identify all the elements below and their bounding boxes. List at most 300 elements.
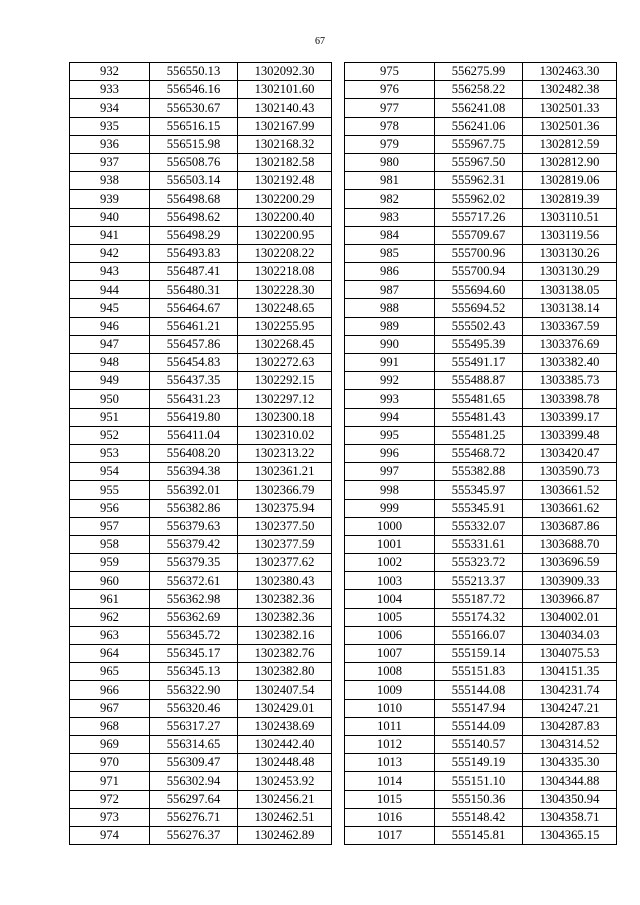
point-number-cell: 986 — [345, 263, 435, 281]
point-number-cell: 955 — [70, 481, 150, 499]
y-coordinate-cell: 1302462.89 — [238, 826, 332, 844]
y-coordinate-cell: 1304002.01 — [523, 608, 617, 626]
y-coordinate-cell: 1302448.48 — [238, 754, 332, 772]
point-number-cell: 989 — [345, 317, 435, 335]
table-row — [70, 244, 332, 262]
y-coordinate-cell: 1303661.52 — [523, 481, 617, 499]
point-number-cell: 941 — [70, 226, 150, 244]
point-number-cell: 960 — [70, 572, 150, 590]
y-coordinate-cell: 1302167.99 — [238, 117, 332, 135]
point-number-cell: 978 — [345, 117, 435, 135]
point-number-cell: 977 — [345, 99, 435, 117]
point-number-cell: 972 — [70, 790, 150, 808]
x-coordinate-cell: 556457.86 — [150, 335, 238, 353]
x-coordinate-cell: 555149.19 — [435, 754, 523, 772]
point-number-cell: 1002 — [345, 554, 435, 572]
table-row — [70, 554, 332, 572]
point-number-cell: 992 — [345, 372, 435, 390]
x-coordinate-cell: 556546.16 — [150, 81, 238, 99]
point-number-cell: 959 — [70, 554, 150, 572]
point-number-cell: 998 — [345, 481, 435, 499]
x-coordinate-cell: 556411.04 — [150, 426, 238, 444]
table-row — [345, 572, 617, 590]
table-row — [345, 335, 617, 353]
x-coordinate-cell: 556431.23 — [150, 390, 238, 408]
y-coordinate-cell: 1304231.74 — [523, 681, 617, 699]
x-coordinate-cell: 556314.65 — [150, 735, 238, 753]
y-coordinate-cell: 1303376.69 — [523, 335, 617, 353]
y-coordinate-cell: 1302377.50 — [238, 517, 332, 535]
point-number-cell: 987 — [345, 281, 435, 299]
x-coordinate-cell: 555967.75 — [435, 135, 523, 153]
x-coordinate-cell: 556550.13 — [150, 63, 238, 81]
x-coordinate-cell: 556345.72 — [150, 626, 238, 644]
point-number-cell: 967 — [70, 699, 150, 717]
y-coordinate-cell: 1302501.36 — [523, 117, 617, 135]
point-number-cell: 964 — [70, 645, 150, 663]
table-row — [345, 772, 617, 790]
table-row — [70, 754, 332, 772]
x-coordinate-cell: 556498.62 — [150, 208, 238, 226]
table-row — [345, 790, 617, 808]
x-coordinate-cell: 555488.87 — [435, 372, 523, 390]
y-coordinate-cell: 1302361.21 — [238, 463, 332, 481]
point-number-cell: 996 — [345, 444, 435, 462]
table-row — [70, 626, 332, 644]
table-row — [70, 135, 332, 153]
point-number-cell: 1003 — [345, 572, 435, 590]
x-coordinate-cell: 556241.06 — [435, 117, 523, 135]
table-row — [70, 826, 332, 844]
point-number-cell: 939 — [70, 190, 150, 208]
x-coordinate-cell: 555145.81 — [435, 826, 523, 844]
table-row — [345, 281, 617, 299]
y-coordinate-cell: 1302248.65 — [238, 299, 332, 317]
y-coordinate-cell: 1304344.88 — [523, 772, 617, 790]
table-row — [345, 426, 617, 444]
x-coordinate-cell: 555495.39 — [435, 335, 523, 353]
table-row — [70, 226, 332, 244]
x-coordinate-cell: 556503.14 — [150, 172, 238, 190]
point-number-cell: 953 — [70, 444, 150, 462]
point-number-cell: 957 — [70, 517, 150, 535]
point-number-cell: 981 — [345, 172, 435, 190]
y-coordinate-cell: 1302255.95 — [238, 317, 332, 335]
x-coordinate-cell: 556487.41 — [150, 263, 238, 281]
point-number-cell: 1017 — [345, 826, 435, 844]
y-coordinate-cell: 1304034.03 — [523, 626, 617, 644]
table-row — [70, 717, 332, 735]
point-number-cell: 1001 — [345, 535, 435, 553]
y-coordinate-cell: 1302382.76 — [238, 645, 332, 663]
point-number-cell: 984 — [345, 226, 435, 244]
x-coordinate-cell: 556379.35 — [150, 554, 238, 572]
table-row — [70, 299, 332, 317]
table-row — [345, 81, 617, 99]
y-coordinate-cell: 1303130.26 — [523, 244, 617, 262]
point-number-cell: 937 — [70, 153, 150, 171]
point-number-cell: 952 — [70, 426, 150, 444]
y-coordinate-cell: 1302366.79 — [238, 481, 332, 499]
table-row — [70, 63, 332, 81]
point-number-cell: 997 — [345, 463, 435, 481]
point-number-cell: 971 — [70, 772, 150, 790]
table-row — [70, 663, 332, 681]
y-coordinate-cell: 1302375.94 — [238, 499, 332, 517]
table-row — [345, 372, 617, 390]
x-coordinate-cell: 556379.63 — [150, 517, 238, 535]
x-coordinate-cell: 555967.50 — [435, 153, 523, 171]
point-number-cell: 974 — [70, 826, 150, 844]
table-row — [70, 572, 332, 590]
table-row — [345, 808, 617, 826]
y-coordinate-cell: 1303110.51 — [523, 208, 617, 226]
table-row — [70, 354, 332, 372]
point-number-cell: 1007 — [345, 645, 435, 663]
table-row — [345, 517, 617, 535]
table-row — [345, 208, 617, 226]
table-row — [70, 190, 332, 208]
x-coordinate-cell: 556493.83 — [150, 244, 238, 262]
x-coordinate-cell: 556461.21 — [150, 317, 238, 335]
table-row — [345, 263, 617, 281]
point-number-cell: 991 — [345, 354, 435, 372]
table-row — [70, 517, 332, 535]
table-row — [70, 499, 332, 517]
x-coordinate-cell: 555174.32 — [435, 608, 523, 626]
y-coordinate-cell: 1302812.59 — [523, 135, 617, 153]
y-coordinate-cell: 1302101.60 — [238, 81, 332, 99]
x-coordinate-cell: 555502.43 — [435, 317, 523, 335]
x-coordinate-cell: 555144.08 — [435, 681, 523, 699]
x-coordinate-cell: 556480.31 — [150, 281, 238, 299]
table-row — [345, 190, 617, 208]
y-coordinate-cell: 1302453.92 — [238, 772, 332, 790]
y-coordinate-cell: 1302192.48 — [238, 172, 332, 190]
table-row — [70, 372, 332, 390]
table-row — [70, 444, 332, 462]
table-row — [345, 63, 617, 81]
point-number-cell: 993 — [345, 390, 435, 408]
x-coordinate-cell: 556515.98 — [150, 135, 238, 153]
y-coordinate-cell: 1303119.56 — [523, 226, 617, 244]
x-coordinate-cell: 555166.07 — [435, 626, 523, 644]
y-coordinate-cell: 1302819.39 — [523, 190, 617, 208]
point-number-cell: 983 — [345, 208, 435, 226]
x-coordinate-cell: 555144.09 — [435, 717, 523, 735]
point-number-cell: 950 — [70, 390, 150, 408]
point-number-cell: 980 — [345, 153, 435, 171]
point-number-cell: 979 — [345, 135, 435, 153]
point-number-cell: 949 — [70, 372, 150, 390]
point-number-cell: 1005 — [345, 608, 435, 626]
y-coordinate-cell: 1303687.86 — [523, 517, 617, 535]
y-coordinate-cell: 1303138.14 — [523, 299, 617, 317]
y-coordinate-cell: 1303385.73 — [523, 372, 617, 390]
y-coordinate-cell: 1302462.51 — [238, 808, 332, 826]
x-coordinate-cell: 555694.52 — [435, 299, 523, 317]
x-coordinate-cell: 555382.88 — [435, 463, 523, 481]
x-coordinate-cell: 555332.07 — [435, 517, 523, 535]
x-coordinate-cell: 555345.97 — [435, 481, 523, 499]
y-coordinate-cell: 1303661.62 — [523, 499, 617, 517]
table-row — [345, 626, 617, 644]
point-number-cell: 933 — [70, 81, 150, 99]
point-number-cell: 932 — [70, 63, 150, 81]
table-row — [70, 335, 332, 353]
x-coordinate-cell: 556275.99 — [435, 63, 523, 81]
x-coordinate-cell: 556276.37 — [150, 826, 238, 844]
point-number-cell: 970 — [70, 754, 150, 772]
x-coordinate-cell: 556258.22 — [435, 81, 523, 99]
table-row — [70, 208, 332, 226]
x-coordinate-cell: 556372.61 — [150, 572, 238, 590]
point-number-cell: 985 — [345, 244, 435, 262]
y-coordinate-cell: 1303399.17 — [523, 408, 617, 426]
x-coordinate-cell: 555151.83 — [435, 663, 523, 681]
x-coordinate-cell: 556345.17 — [150, 645, 238, 663]
point-number-cell: 965 — [70, 663, 150, 681]
x-coordinate-cell: 556345.13 — [150, 663, 238, 681]
x-coordinate-cell: 556320.46 — [150, 699, 238, 717]
x-coordinate-cell: 556379.42 — [150, 535, 238, 553]
y-coordinate-cell: 1304287.83 — [523, 717, 617, 735]
x-coordinate-cell: 555491.17 — [435, 354, 523, 372]
point-number-cell: 946 — [70, 317, 150, 335]
table-row — [70, 790, 332, 808]
y-coordinate-cell: 1302382.80 — [238, 663, 332, 681]
table-row — [345, 317, 617, 335]
table-row — [345, 135, 617, 153]
point-number-cell: 968 — [70, 717, 150, 735]
table-row — [70, 317, 332, 335]
y-coordinate-cell: 1303138.05 — [523, 281, 617, 299]
y-coordinate-cell: 1303590.73 — [523, 463, 617, 481]
table-row — [70, 99, 332, 117]
point-number-cell: 945 — [70, 299, 150, 317]
x-coordinate-cell: 555962.02 — [435, 190, 523, 208]
y-coordinate-cell: 1302482.38 — [523, 81, 617, 99]
table-row — [70, 772, 332, 790]
point-number-cell: 1013 — [345, 754, 435, 772]
x-coordinate-cell: 556322.90 — [150, 681, 238, 699]
y-coordinate-cell: 1302382.36 — [238, 590, 332, 608]
table-row — [70, 645, 332, 663]
point-number-cell: 954 — [70, 463, 150, 481]
point-number-cell: 942 — [70, 244, 150, 262]
x-coordinate-cell: 555481.65 — [435, 390, 523, 408]
point-number-cell: 938 — [70, 172, 150, 190]
x-coordinate-cell: 555481.25 — [435, 426, 523, 444]
table-row — [70, 117, 332, 135]
table-row — [70, 590, 332, 608]
point-number-cell: 1016 — [345, 808, 435, 826]
y-coordinate-cell: 1302380.43 — [238, 572, 332, 590]
table-row — [345, 444, 617, 462]
table-row — [70, 426, 332, 444]
table-row — [345, 681, 617, 699]
table-row — [345, 826, 617, 844]
x-coordinate-cell: 555700.94 — [435, 263, 523, 281]
x-coordinate-cell: 555187.72 — [435, 590, 523, 608]
y-coordinate-cell: 1303367.59 — [523, 317, 617, 335]
coordinates-table-right — [344, 62, 617, 845]
y-coordinate-cell: 1302442.40 — [238, 735, 332, 753]
x-coordinate-cell: 556392.01 — [150, 481, 238, 499]
table-row — [345, 117, 617, 135]
x-coordinate-cell: 555694.60 — [435, 281, 523, 299]
x-coordinate-cell: 556530.67 — [150, 99, 238, 117]
x-coordinate-cell: 556317.27 — [150, 717, 238, 735]
point-number-cell: 988 — [345, 299, 435, 317]
table-row — [345, 699, 617, 717]
y-coordinate-cell: 1303398.78 — [523, 390, 617, 408]
x-coordinate-cell: 555148.42 — [435, 808, 523, 826]
table-row — [70, 408, 332, 426]
point-number-cell: 963 — [70, 626, 150, 644]
point-number-cell: 1004 — [345, 590, 435, 608]
table-row — [70, 263, 332, 281]
point-number-cell: 940 — [70, 208, 150, 226]
point-number-cell: 995 — [345, 426, 435, 444]
point-number-cell: 1012 — [345, 735, 435, 753]
y-coordinate-cell: 1302429.01 — [238, 699, 332, 717]
table-row — [345, 153, 617, 171]
point-number-cell: 948 — [70, 354, 150, 372]
table-row — [345, 499, 617, 517]
y-coordinate-cell: 1302168.32 — [238, 135, 332, 153]
table-row — [345, 590, 617, 608]
x-coordinate-cell: 555962.31 — [435, 172, 523, 190]
y-coordinate-cell: 1304151.35 — [523, 663, 617, 681]
point-number-cell: 1015 — [345, 790, 435, 808]
y-coordinate-cell: 1302310.02 — [238, 426, 332, 444]
table-row — [70, 172, 332, 190]
x-coordinate-cell: 556498.29 — [150, 226, 238, 244]
table-row — [70, 390, 332, 408]
y-coordinate-cell: 1304314.52 — [523, 735, 617, 753]
y-coordinate-cell: 1302292.15 — [238, 372, 332, 390]
y-coordinate-cell: 1302297.12 — [238, 390, 332, 408]
y-coordinate-cell: 1302456.21 — [238, 790, 332, 808]
point-number-cell: 958 — [70, 535, 150, 553]
x-coordinate-cell: 556309.47 — [150, 754, 238, 772]
point-number-cell: 994 — [345, 408, 435, 426]
point-number-cell: 969 — [70, 735, 150, 753]
table-row — [70, 535, 332, 553]
table-row — [345, 554, 617, 572]
y-coordinate-cell: 1302208.22 — [238, 244, 332, 262]
x-coordinate-cell: 555700.96 — [435, 244, 523, 262]
x-coordinate-cell: 556464.67 — [150, 299, 238, 317]
x-coordinate-cell: 555150.36 — [435, 790, 523, 808]
table-row — [70, 481, 332, 499]
y-coordinate-cell: 1302377.59 — [238, 535, 332, 553]
point-number-cell: 951 — [70, 408, 150, 426]
y-coordinate-cell: 1303909.33 — [523, 572, 617, 590]
point-number-cell: 935 — [70, 117, 150, 135]
x-coordinate-cell: 555151.10 — [435, 772, 523, 790]
y-coordinate-cell: 1304350.94 — [523, 790, 617, 808]
x-coordinate-cell: 555345.91 — [435, 499, 523, 517]
table-row — [345, 463, 617, 481]
table-row — [345, 390, 617, 408]
table-row — [70, 281, 332, 299]
x-coordinate-cell: 556302.94 — [150, 772, 238, 790]
table-row — [70, 81, 332, 99]
x-coordinate-cell: 555331.61 — [435, 535, 523, 553]
page-number: 67 — [315, 36, 325, 47]
y-coordinate-cell: 1303130.29 — [523, 263, 617, 281]
y-coordinate-cell: 1302812.90 — [523, 153, 617, 171]
x-coordinate-cell: 556382.86 — [150, 499, 238, 517]
table-row — [345, 717, 617, 735]
y-coordinate-cell: 1304365.15 — [523, 826, 617, 844]
table-row — [345, 535, 617, 553]
x-coordinate-cell: 556394.38 — [150, 463, 238, 481]
x-coordinate-cell: 556498.68 — [150, 190, 238, 208]
point-number-cell: 1008 — [345, 663, 435, 681]
table-row — [345, 608, 617, 626]
table-row — [70, 463, 332, 481]
point-number-cell: 943 — [70, 263, 150, 281]
point-number-cell: 966 — [70, 681, 150, 699]
point-number-cell: 976 — [345, 81, 435, 99]
table-row — [70, 608, 332, 626]
x-coordinate-cell: 556508.76 — [150, 153, 238, 171]
y-coordinate-cell: 1303688.70 — [523, 535, 617, 553]
y-coordinate-cell: 1302268.45 — [238, 335, 332, 353]
x-coordinate-cell: 556437.35 — [150, 372, 238, 390]
table-row — [345, 735, 617, 753]
y-coordinate-cell: 1302182.58 — [238, 153, 332, 171]
table-row — [345, 663, 617, 681]
y-coordinate-cell: 1302092.30 — [238, 63, 332, 81]
x-coordinate-cell: 556362.69 — [150, 608, 238, 626]
x-coordinate-cell: 555717.26 — [435, 208, 523, 226]
y-coordinate-cell: 1304335.30 — [523, 754, 617, 772]
point-number-cell: 973 — [70, 808, 150, 826]
y-coordinate-cell: 1302819.06 — [523, 172, 617, 190]
x-coordinate-cell: 556241.08 — [435, 99, 523, 117]
y-coordinate-cell: 1302438.69 — [238, 717, 332, 735]
point-number-cell: 1000 — [345, 517, 435, 535]
y-coordinate-cell: 1302272.63 — [238, 354, 332, 372]
x-coordinate-cell: 556516.15 — [150, 117, 238, 135]
point-number-cell: 961 — [70, 590, 150, 608]
y-coordinate-cell: 1303399.48 — [523, 426, 617, 444]
y-coordinate-cell: 1302300.18 — [238, 408, 332, 426]
x-coordinate-cell: 555213.37 — [435, 572, 523, 590]
x-coordinate-cell: 556276.71 — [150, 808, 238, 826]
point-number-cell: 1006 — [345, 626, 435, 644]
table-row — [345, 645, 617, 663]
x-coordinate-cell: 556362.98 — [150, 590, 238, 608]
point-number-cell: 1010 — [345, 699, 435, 717]
point-number-cell: 962 — [70, 608, 150, 626]
point-number-cell: 982 — [345, 190, 435, 208]
table-row — [345, 99, 617, 117]
y-coordinate-cell: 1302382.16 — [238, 626, 332, 644]
y-coordinate-cell: 1303966.87 — [523, 590, 617, 608]
point-number-cell: 956 — [70, 499, 150, 517]
table-row — [345, 226, 617, 244]
table-row — [70, 153, 332, 171]
y-coordinate-cell: 1303696.59 — [523, 554, 617, 572]
x-coordinate-cell: 555147.94 — [435, 699, 523, 717]
y-coordinate-cell: 1304358.71 — [523, 808, 617, 826]
table-row — [345, 299, 617, 317]
